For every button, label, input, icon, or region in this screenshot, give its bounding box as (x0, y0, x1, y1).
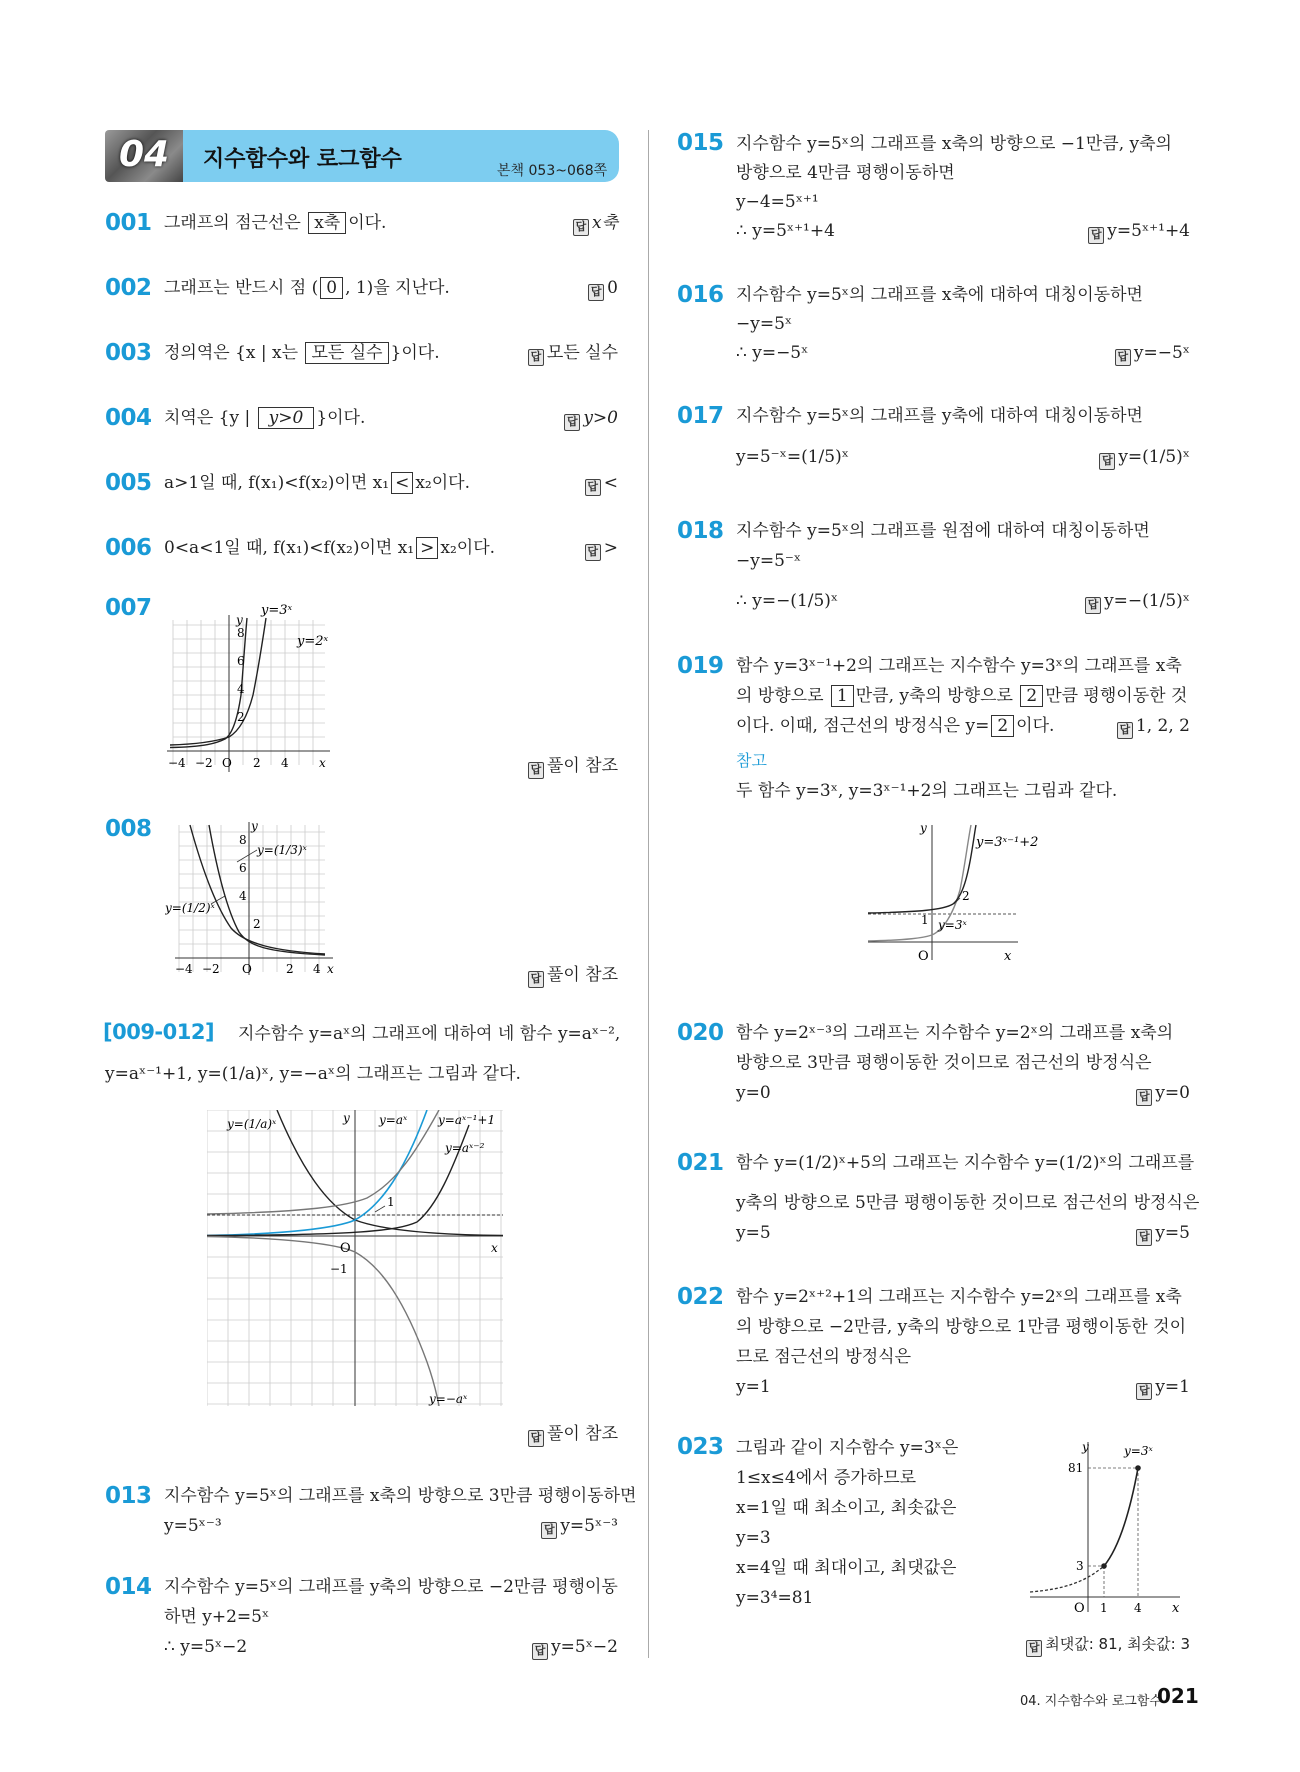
problem-number-013: 013 (105, 1483, 152, 1509)
graph-label: 6 (237, 654, 245, 668)
problem-text-023-line6: y=3⁴=81 (736, 1588, 814, 1608)
problem-text-003: 정의역은 {x | x는 모든 실수 }이다. (164, 343, 440, 363)
footer-chapter: 04. 지수함수와 로그함수 (1020, 1694, 1162, 1709)
problem-text-022-line1: 함수 y=2ˣ⁺²+1의 그래프는 지수함수 y=2ˣ의 그래프를 x축 (736, 1287, 1182, 1307)
problem-number-003: 003 (105, 340, 152, 366)
problem-number-017: 017 (677, 403, 724, 429)
problem-text-022-line2: 의 방향으로 −2만큼, y축의 방향으로 1만큼 평행이동한 것이 (736, 1317, 1186, 1337)
column-divider (648, 130, 649, 1658)
problem-text-019-line2: 의 방향으로 1 만큼, y축의 방향으로 2 만큼 평행이동한 것 (736, 686, 1188, 706)
problem-text-009-line1: 지수함수 y=aˣ의 그래프에 대하여 네 함수 y=aˣ⁻², (238, 1024, 621, 1044)
problem-number-005: 005 (105, 470, 152, 496)
point-min (1101, 1563, 1107, 1569)
problem-text-013-line1: 지수함수 y=5ˣ의 그래프를 x축의 방향으로 3만큼 평행이동하면 (164, 1486, 637, 1506)
problem-text-020-line2: 방향으로 3만큼 평행이동한 것이므로 점근선의 방정식은 (736, 1053, 1152, 1073)
graph-label: O (242, 962, 252, 976)
problem-text-023-line2: 1≤x≤4에서 증가하므로 (736, 1468, 917, 1488)
answer-019: 답 1, 2, 2 (1117, 715, 1190, 739)
graph-label: x (1172, 1601, 1180, 1616)
chapter-title: 지수함수와 로그함수 (203, 147, 402, 172)
answer-009-012: 답 풀이 참조 (528, 1423, 618, 1447)
chapter-number: 04 (119, 134, 170, 175)
graph-label: 2 (237, 710, 245, 724)
problem-text-009-line2: y=aˣ⁻¹+1, y=(1/a)ˣ, y=−aˣ의 그래프는 그림과 같다. (105, 1064, 521, 1084)
problem-text-018-line2: −y=5⁻ˣ (736, 551, 802, 571)
graph-label: O (222, 756, 232, 770)
problem-text-020-line1: 함수 y=2ˣ⁻³의 그래프는 지수함수 y=2ˣ의 그래프를 x축의 (736, 1023, 1174, 1043)
problem-text-022-line3: 므로 점근선의 방정식은 (736, 1347, 912, 1367)
answer-004: 답 y>0 (564, 407, 618, 431)
graph-label: O (340, 1241, 351, 1256)
problem-text-015-line2: 방향으로 4만큼 평행이동하면 (736, 163, 955, 183)
graph-label: y=2ˣ (297, 634, 329, 649)
problem-text-023-line1: 그림과 같이 지수함수 y=3ˣ은 (736, 1438, 959, 1458)
graph-label: 6 (239, 861, 247, 875)
problem-text-021-line3: y=5 (736, 1223, 771, 1243)
problem-text-016-line2: −y=5ˣ (736, 314, 793, 334)
curve-y-3x-solid (1104, 1468, 1138, 1566)
curve-y-a-x-minus-2 (207, 1125, 469, 1236)
graph-label: y=3ˣ⁻¹+2 (976, 835, 1039, 850)
graph-label: 1 (1100, 1601, 1108, 1615)
problem-text-006: 0<a<1일 때, f(x₁)<f(x₂)이면 x₁ > x₂이다. (164, 538, 496, 558)
graph-label: 3 (1076, 1559, 1084, 1573)
graph-label: −1 (330, 1262, 348, 1276)
graph-023 (1030, 1437, 1190, 1617)
graph-label: y=aˣ⁻¹+1 (438, 1113, 496, 1127)
graph-label: y=(1/2)ˣ (165, 901, 215, 915)
graph-label: y=−aˣ (429, 1392, 468, 1406)
problem-text-016-line1: 지수함수 y=5ˣ의 그래프를 x축에 대하여 대칭이동하면 (736, 285, 1143, 305)
curve-y-3x-dashed (1030, 1566, 1104, 1592)
curve-y-2x (170, 618, 266, 745)
problem-text-016-line3: ∴ y=−5ˣ (736, 343, 809, 363)
graph-label: x (327, 962, 334, 976)
problem-number-019: 019 (677, 653, 724, 679)
problem-number-016: 016 (677, 282, 724, 308)
problem-number-008: 008 (105, 816, 152, 842)
graph-label: y=3ˣ (1124, 1444, 1153, 1458)
answer-002: 답 0 (588, 277, 618, 301)
graph-label: x (319, 756, 326, 770)
graph-label: y=3ˣ (261, 603, 293, 618)
problem-number-006: 006 (105, 535, 152, 561)
graph-label: y=(1/3)ˣ (257, 843, 307, 857)
graph-label: −4 (175, 962, 193, 976)
graph-label: y (1082, 1440, 1089, 1454)
problem-text-017-line1: 지수함수 y=5ˣ의 그래프를 y축에 대하여 대칭이동하면 (736, 406, 1143, 426)
answer-006: 답 > (585, 537, 618, 561)
problem-number-009-012: [009-012] (103, 1020, 215, 1044)
note-title-019: 참고 (736, 751, 767, 770)
problem-text-019-line1: 함수 y=3ˣ⁻¹+2의 그래프는 지수함수 y=3ˣ의 그래프를 x축 (736, 656, 1182, 676)
graph-label: 4 (313, 962, 321, 976)
problem-text-014-line2: 하면 y+2=5ˣ (164, 1607, 270, 1627)
graph-label: 2 (253, 917, 261, 931)
point-max (1135, 1465, 1141, 1471)
graph-007 (165, 600, 335, 780)
graph-label: y=aˣ⁻² (445, 1141, 485, 1155)
graph-label: y=3ˣ (938, 918, 967, 932)
problem-number-004: 004 (105, 405, 152, 431)
problem-text-021-line1: 함수 y=(1/2)ˣ+5의 그래프는 지수함수 y=(1/2)ˣ의 그래프를 (736, 1153, 1195, 1173)
graph-label: −2 (202, 962, 220, 976)
answer-014: 답 y=5ˣ−2 (532, 1636, 618, 1660)
problem-text-005: a>1일 때, f(x₁)<f(x₂)이면 x₁ < x₂이다. (164, 473, 470, 493)
answer-001: 답 x축 (573, 212, 618, 236)
graph-label: 8 (239, 833, 247, 847)
problem-text-023-line5: x=4일 때 최대이고, 최댓값은 (736, 1558, 957, 1578)
graph-label: y (920, 821, 927, 835)
problem-number-018: 018 (677, 518, 724, 544)
page-number: 021 (1157, 1684, 1199, 1708)
problem-text-022-line4: y=1 (736, 1377, 771, 1397)
problem-number-001: 001 (105, 210, 152, 236)
note-text-019: 두 함수 y=3ˣ, y=3ˣ⁻¹+2의 그래프는 그림과 같다. (736, 781, 1118, 801)
problem-text-014-line1: 지수함수 y=5ˣ의 그래프를 y축의 방향으로 −2만큼 평행이동 (164, 1577, 618, 1597)
graph-label: 2 (286, 962, 294, 976)
graph-label: O (918, 949, 929, 964)
problem-number-022: 022 (677, 1284, 724, 1310)
graph-008 (165, 820, 340, 985)
answer-003: 답 모든 실수 (528, 342, 618, 366)
graph-label: x (491, 1241, 498, 1255)
problem-text-015-line4: ∴ y=5ˣ⁺¹+4 (736, 221, 835, 241)
graph-label: x (1004, 949, 1012, 964)
curve-y-3x-minus-1-plus-2 (868, 825, 976, 913)
problem-text-023-line3: x=1일 때 최소이고, 최솟값은 (736, 1498, 957, 1518)
answer-008: 답 풀이 참조 (528, 964, 618, 988)
problem-text-018-line3: ∴ y=−(1/5)ˣ (736, 591, 839, 611)
problem-number-014: 014 (105, 1574, 152, 1600)
graph-label: y (236, 613, 243, 627)
graph-label: 1 (387, 1195, 395, 1209)
problem-text-001: 그래프의 점근선은 x축 이다. (164, 213, 387, 233)
problem-text-020-line3: y=0 (736, 1083, 771, 1103)
graph-label: 4 (239, 889, 247, 903)
answer-005: 답 < (585, 472, 618, 496)
problem-number-002: 002 (105, 275, 152, 301)
answer-020: 답 y=0 (1136, 1082, 1190, 1106)
problem-number-023: 023 (677, 1434, 724, 1460)
problem-text-019-line3: 이다. 이때, 점근선의 방정식은 y= 2 이다. (736, 716, 1055, 736)
graph-label: y (251, 820, 258, 833)
problem-text-021-line2: y축의 방향으로 5만큼 평행이동한 것이므로 점근선의 방정식은 (736, 1193, 1200, 1213)
graph-label: 81 (1068, 1461, 1084, 1475)
graph-label: O (1074, 1601, 1085, 1616)
problem-text-015-line1: 지수함수 y=5ˣ의 그래프를 x축의 방향으로 −1만큼, y축의 (736, 134, 1172, 154)
curve-y-minus-a-x (207, 1237, 439, 1407)
answer-023: 답 최댓값: 81, 최솟값: 3 (1026, 1633, 1190, 1657)
answer-017: 답 y=(1/5)ˣ (1099, 446, 1190, 470)
graph-019 (868, 820, 1058, 970)
problem-text-015-line3: y−4=5ˣ⁺¹ (736, 192, 819, 212)
chapter-header (105, 130, 619, 182)
curve-y-3x (170, 618, 247, 748)
problem-number-015: 015 (677, 130, 724, 156)
graph-label: y (343, 1111, 350, 1125)
graph-label: 4 (1134, 1601, 1142, 1615)
problem-text-017-line2: y=5⁻ˣ=(1/5)ˣ (736, 447, 849, 467)
answer-007: 답 풀이 참조 (528, 755, 618, 779)
graph-label: 8 (237, 626, 245, 640)
answer-018: 답 y=−(1/5)ˣ (1085, 590, 1190, 614)
graph-009-012 (207, 1110, 503, 1406)
problem-text-023-line4: y=3 (736, 1528, 771, 1548)
problem-text-002: 그래프는 반드시 점 ( 0 , 1)을 지난다. (164, 278, 450, 298)
answer-022: 답 y=1 (1136, 1376, 1190, 1400)
answer-016: 답 y=−5ˣ (1115, 342, 1190, 366)
graph-label: y=(1/a)ˣ (227, 1117, 277, 1131)
problem-text-014-line3: ∴ y=5ˣ−2 (164, 1637, 248, 1657)
problem-text-004: 치역은 {y | y>0 }이다. (164, 408, 366, 428)
graph-label: −2 (195, 756, 213, 770)
problem-text-018-line1: 지수함수 y=5ˣ의 그래프를 원점에 대하여 대칭이동하면 (736, 521, 1150, 541)
answer-015: 답 y=5ˣ⁺¹+4 (1088, 220, 1190, 244)
problem-number-021: 021 (677, 1150, 724, 1176)
graph-label: 4 (237, 682, 245, 696)
graph-label: 4 (281, 756, 289, 770)
answer-021: 답 y=5 (1136, 1222, 1190, 1246)
problem-text-013-line2: y=5ˣ⁻³ (164, 1516, 222, 1536)
graph-label: 1 (921, 913, 929, 927)
problem-number-007: 007 (105, 595, 152, 621)
graph-label: 2 (962, 889, 970, 903)
graph-label: −4 (168, 756, 186, 770)
graph-label: 2 (253, 756, 261, 770)
book-ref: 본책 053~068쪽 (497, 163, 608, 179)
problem-number-020: 020 (677, 1020, 724, 1046)
graph-label: y=aˣ (379, 1113, 408, 1127)
answer-013: 답 y=5ˣ⁻³ (541, 1515, 618, 1539)
